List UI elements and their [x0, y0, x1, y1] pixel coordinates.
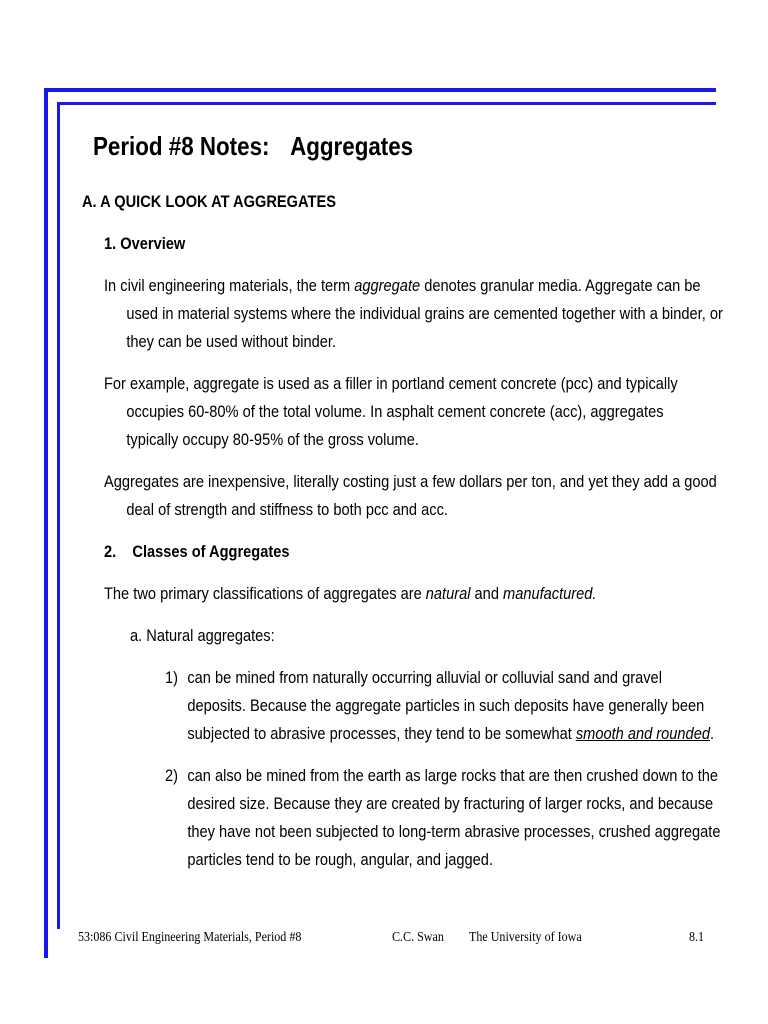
title-label: Period #8 Notes:: [93, 131, 270, 161]
paragraph-classifications: The two primary classifications of aggregates are natural and manufactured.: [104, 584, 597, 603]
paragraph-aggregate-volume: For example, aggregate is used as a filler in portland cement concrete (pcc) and typically occupies 60-80% of the total volume. In asphalt cement concrete (acc), aggregates typically occupy 80-95% of the gross volume.: [104, 374, 678, 449]
classes-heading: 2. Classes of Aggregates: [104, 542, 290, 561]
overview-heading: 1. Overview: [104, 234, 186, 253]
list-item: 1) can be mined from naturally occurring alluvial or colluvial sand and gravel deposits. Because the aggregate particles in such deposits have generally been subjected to abrasive processes, they tend to be somewhat smooth and rounded.: [165, 668, 715, 743]
natural-aggregates-heading: a. Natural aggregates:: [130, 626, 275, 645]
section-a-heading: A. A QUICK LOOK AT AGGREGATES: [82, 192, 336, 211]
list-item: 2) can also be mined from the earth as large rocks that are then crushed down to the desired size. Because they are created by fracturing of larger rocks, and because they have not been subjected to long-term abrasive processes, crushed aggregate particles tend to be rough, angular, and jagged.: [165, 766, 721, 869]
slide-border-top-outer: [44, 88, 716, 92]
footer-course: 53:086 Civil Engineering Materials, Period #8: [78, 930, 302, 945]
slide-border-left-outer: [44, 88, 48, 958]
slide-border-left-inner: [57, 102, 60, 929]
title-topic: Aggregates: [290, 131, 414, 161]
page-title: [93, 131, 465, 162]
slide-border-top-inner: [57, 102, 716, 105]
footer-author: C.C. Swan: [392, 930, 444, 945]
paragraph-aggregate-cost: Aggregates are inexpensive, literally costing just a few dollars per ton, and yet they add a good deal of strength and stiffness to both pcc and acc.: [104, 472, 717, 519]
footer-university: The University of Iowa: [469, 930, 582, 945]
paragraph-aggregate-definition: In civil engineering materials, the term aggregate denotes granular media. Aggregate can be used in material systems where the individual grains are cemented together with a binder, or they can be used without binder.: [104, 276, 723, 351]
footer-page-number: 8.1: [689, 930, 705, 945]
